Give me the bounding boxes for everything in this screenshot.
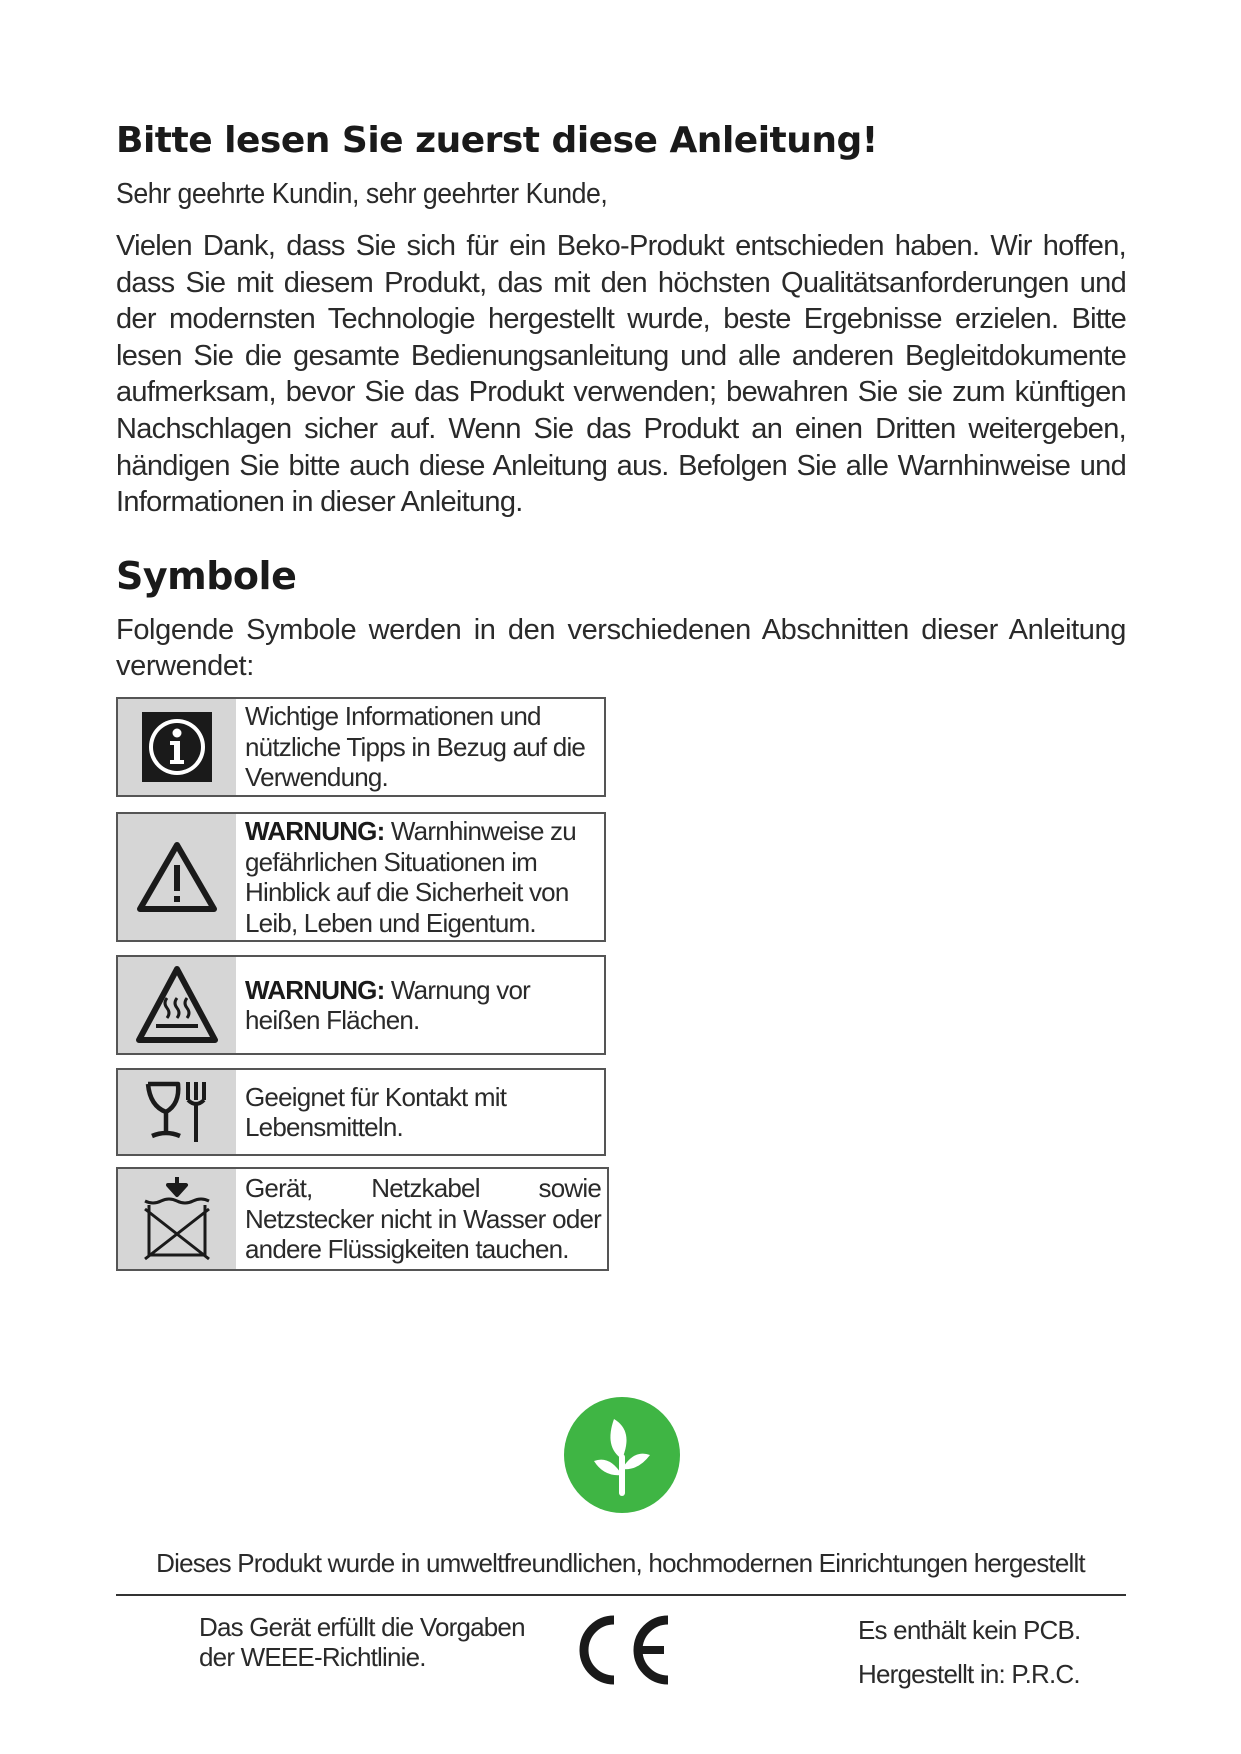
salutation: Sehr geehrte Kundin, sehr geehrter Kunde, — [116, 178, 608, 210]
eco-caption: Dieses Produkt wurde in umweltfreundlichen, hochmodernen Einrichtungen hergestellt — [156, 1548, 1085, 1578]
info-icon — [142, 712, 212, 782]
symbol-row-food-contact — [116, 1068, 606, 1156]
hot-surface-icon — [134, 964, 220, 1046]
symbol-icon-cell — [118, 814, 236, 940]
ce-mark-icon — [570, 1612, 676, 1688]
symbols-intro: Folgende Symbole werden in den verschiedenen Abschnitten dieser Anleitung verwendet: — [116, 614, 1126, 682]
symbol-row-warning — [116, 812, 606, 942]
symbol-row-text: Warnhinweise zu gefährlichen Situationen im Hinblick auf die Sicherheit von Leib, Leben und Eigentum. — [245, 816, 576, 938]
symbol-icon-cell — [118, 699, 236, 795]
intro-paragraph: Vielen Dank, dass Sie sich für ein Beko-Produkt entschieden haben. Wir hoffen, dass Sie mit diesem Produkt, das mit den höchsten Qualitätsanforderungen und der modernsten Technologie hergestellt wurde, beste Ergebnisse erzielen. Bitte lesen Sie die gesamte Bedienungsanleitung und alle anderen Begleitdokumente aufmerksam, bevor Sie das Produkt verwenden; bewahren Sie sie zum künftigen Nachschlagen sicher auf. Wenn Sie das Produkt an einen Dritten weitergeben, händigen Sie bitte auch diese Anleitung aus. Befolgen Sie alle Warnhinweise und Informationen in dieser Anleitung. — [116, 230, 1126, 519]
symbol-row-text: Geeignet für Kontakt mit Lebensmitteln. — [245, 1081, 507, 1142]
food-contact-icon — [142, 1078, 212, 1146]
symbol-row-text: Wichtige Informationen und nützliche Tipps in Bezug auf die Verwendung. — [245, 701, 586, 793]
symbol-icon-cell — [118, 1070, 236, 1154]
footer-divider — [116, 1594, 1126, 1596]
no-immersion-icon — [137, 1175, 217, 1263]
ce-mark — [570, 1612, 676, 1688]
pcb-text: Es enthält kein PCB. — [858, 1615, 1081, 1645]
symbol-row-info — [116, 697, 606, 797]
symbols-heading: Symbole — [116, 554, 297, 598]
symbol-row-text: Warnung vor heißen Flächen. — [245, 974, 530, 1035]
symbol-row-label: WARNUNG: — [245, 816, 385, 846]
symbol-icon-cell — [118, 957, 236, 1053]
symbol-icon-cell — [118, 1169, 236, 1269]
eco-badge — [564, 1397, 680, 1513]
symbol-row-no-immersion — [116, 1167, 609, 1271]
page-title: Bitte lesen Sie zuerst diese Anleitung! — [116, 120, 878, 161]
eco-leaf-icon — [564, 1397, 680, 1513]
made-in-text: Hergestellt in: P.R.C. — [858, 1659, 1080, 1689]
warning-icon — [134, 839, 220, 915]
symbol-row-hot-surface — [116, 955, 606, 1055]
symbol-row-label: WARNUNG: — [245, 974, 385, 1005]
pcb-info — [858, 1608, 1118, 1696]
weee-text: Das Gerät erfüllt die Vorgaben der WEEE-Richtlinie. — [199, 1612, 525, 1672]
symbol-row-text: Gerät, Netzkabel sowie Netzstecker nicht in Wasser oder andere Flüssigkeiten tauchen. — [245, 1173, 601, 1265]
